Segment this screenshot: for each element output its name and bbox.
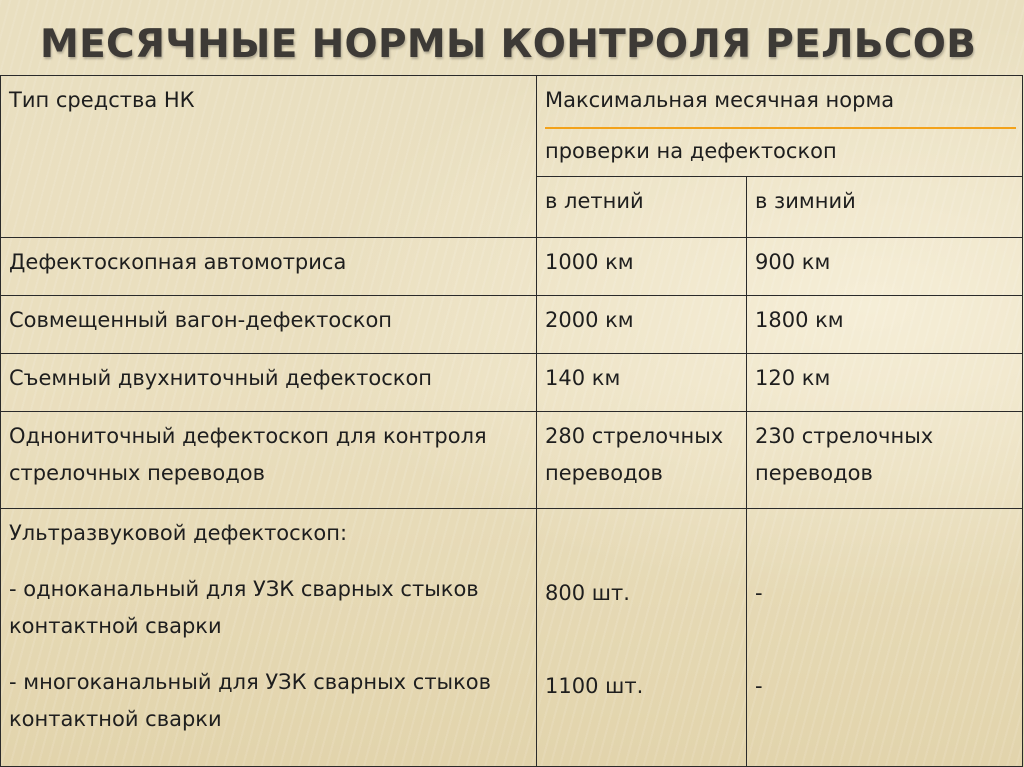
header-cell-summer [537, 177, 747, 238]
header-summer-label: в летний [545, 189, 644, 213]
header-cell-type [1, 76, 537, 238]
table-row-ultrasonic [1, 509, 1023, 767]
cell-summer: 140 км [537, 354, 747, 412]
cell-type: Съемный двухниточный дефектоскоп [1, 354, 537, 412]
cell-winter-value: - [755, 674, 763, 698]
cell-type-line2: стрелочных переводов [9, 461, 265, 485]
cell-type [1, 509, 537, 767]
cell-winter: 900 км [747, 238, 1023, 296]
table-row [1, 412, 1023, 509]
cell-type: Дефектоскопная автомотриса [1, 238, 537, 296]
cell-type: Совмещенный вагон-дефектоскоп [1, 296, 537, 354]
header-norm-line2: проверки на дефектоскоп [545, 139, 837, 163]
cell-type-line1: Однониточный дефектоскоп для контроля [9, 424, 487, 448]
table-row [1, 238, 1023, 296]
ultrasonic-item-line1: - одноканальный для УЗК сварных стыков [9, 577, 479, 601]
cell-winter-line1: 230 стрелочных [755, 424, 934, 448]
cell-winter [747, 509, 1023, 767]
cell-winter-line2: переводов [755, 461, 873, 485]
cell-winter [747, 412, 1023, 509]
table-header-row [1, 76, 1023, 177]
norms-table-container [0, 75, 1022, 767]
cell-summer: 2000 км [537, 296, 747, 354]
ultrasonic-item-line2: контактной сварки [9, 614, 222, 638]
ultrasonic-label: Ультразвуковой дефектоскоп: [9, 521, 348, 545]
cell-summer: 1000 км [537, 238, 747, 296]
cell-winter: 1800 км [747, 296, 1023, 354]
cell-summer [537, 509, 747, 767]
header-norm-line1: Максимальная месячная норма [545, 82, 1016, 129]
slide-title: МЕСЯЧНЫЕ НОРМЫ КОНТРОЛЯ РЕЛЬСОВ [40, 22, 977, 67]
cell-summer-value: 1100 шт. [545, 674, 644, 698]
ultrasonic-item-line2: контактной сварки [9, 707, 222, 731]
cell-winter-value: - [755, 581, 763, 605]
cell-summer [537, 412, 747, 509]
cell-type [1, 412, 537, 509]
cell-summer-line2: переводов [545, 461, 663, 485]
norms-table [0, 75, 1023, 767]
table-row [1, 354, 1023, 412]
header-cell-norm [537, 76, 1023, 177]
header-type-label: Тип средства НК [9, 88, 195, 112]
header-cell-winter [747, 177, 1023, 238]
table-row [1, 296, 1023, 354]
cell-summer-value: 800 шт. [545, 581, 630, 605]
cell-spacer [755, 515, 1016, 552]
ultrasonic-item-line1: - многоканальный для УЗК сварных стыков [9, 670, 492, 694]
ultrasonic-item [9, 571, 530, 645]
header-winter-label: в зимний [755, 189, 856, 213]
cell-winter: 120 км [747, 354, 1023, 412]
ultrasonic-item [9, 664, 530, 738]
cell-spacer [545, 515, 740, 552]
cell-summer-line1: 280 стрелочных [545, 424, 724, 448]
